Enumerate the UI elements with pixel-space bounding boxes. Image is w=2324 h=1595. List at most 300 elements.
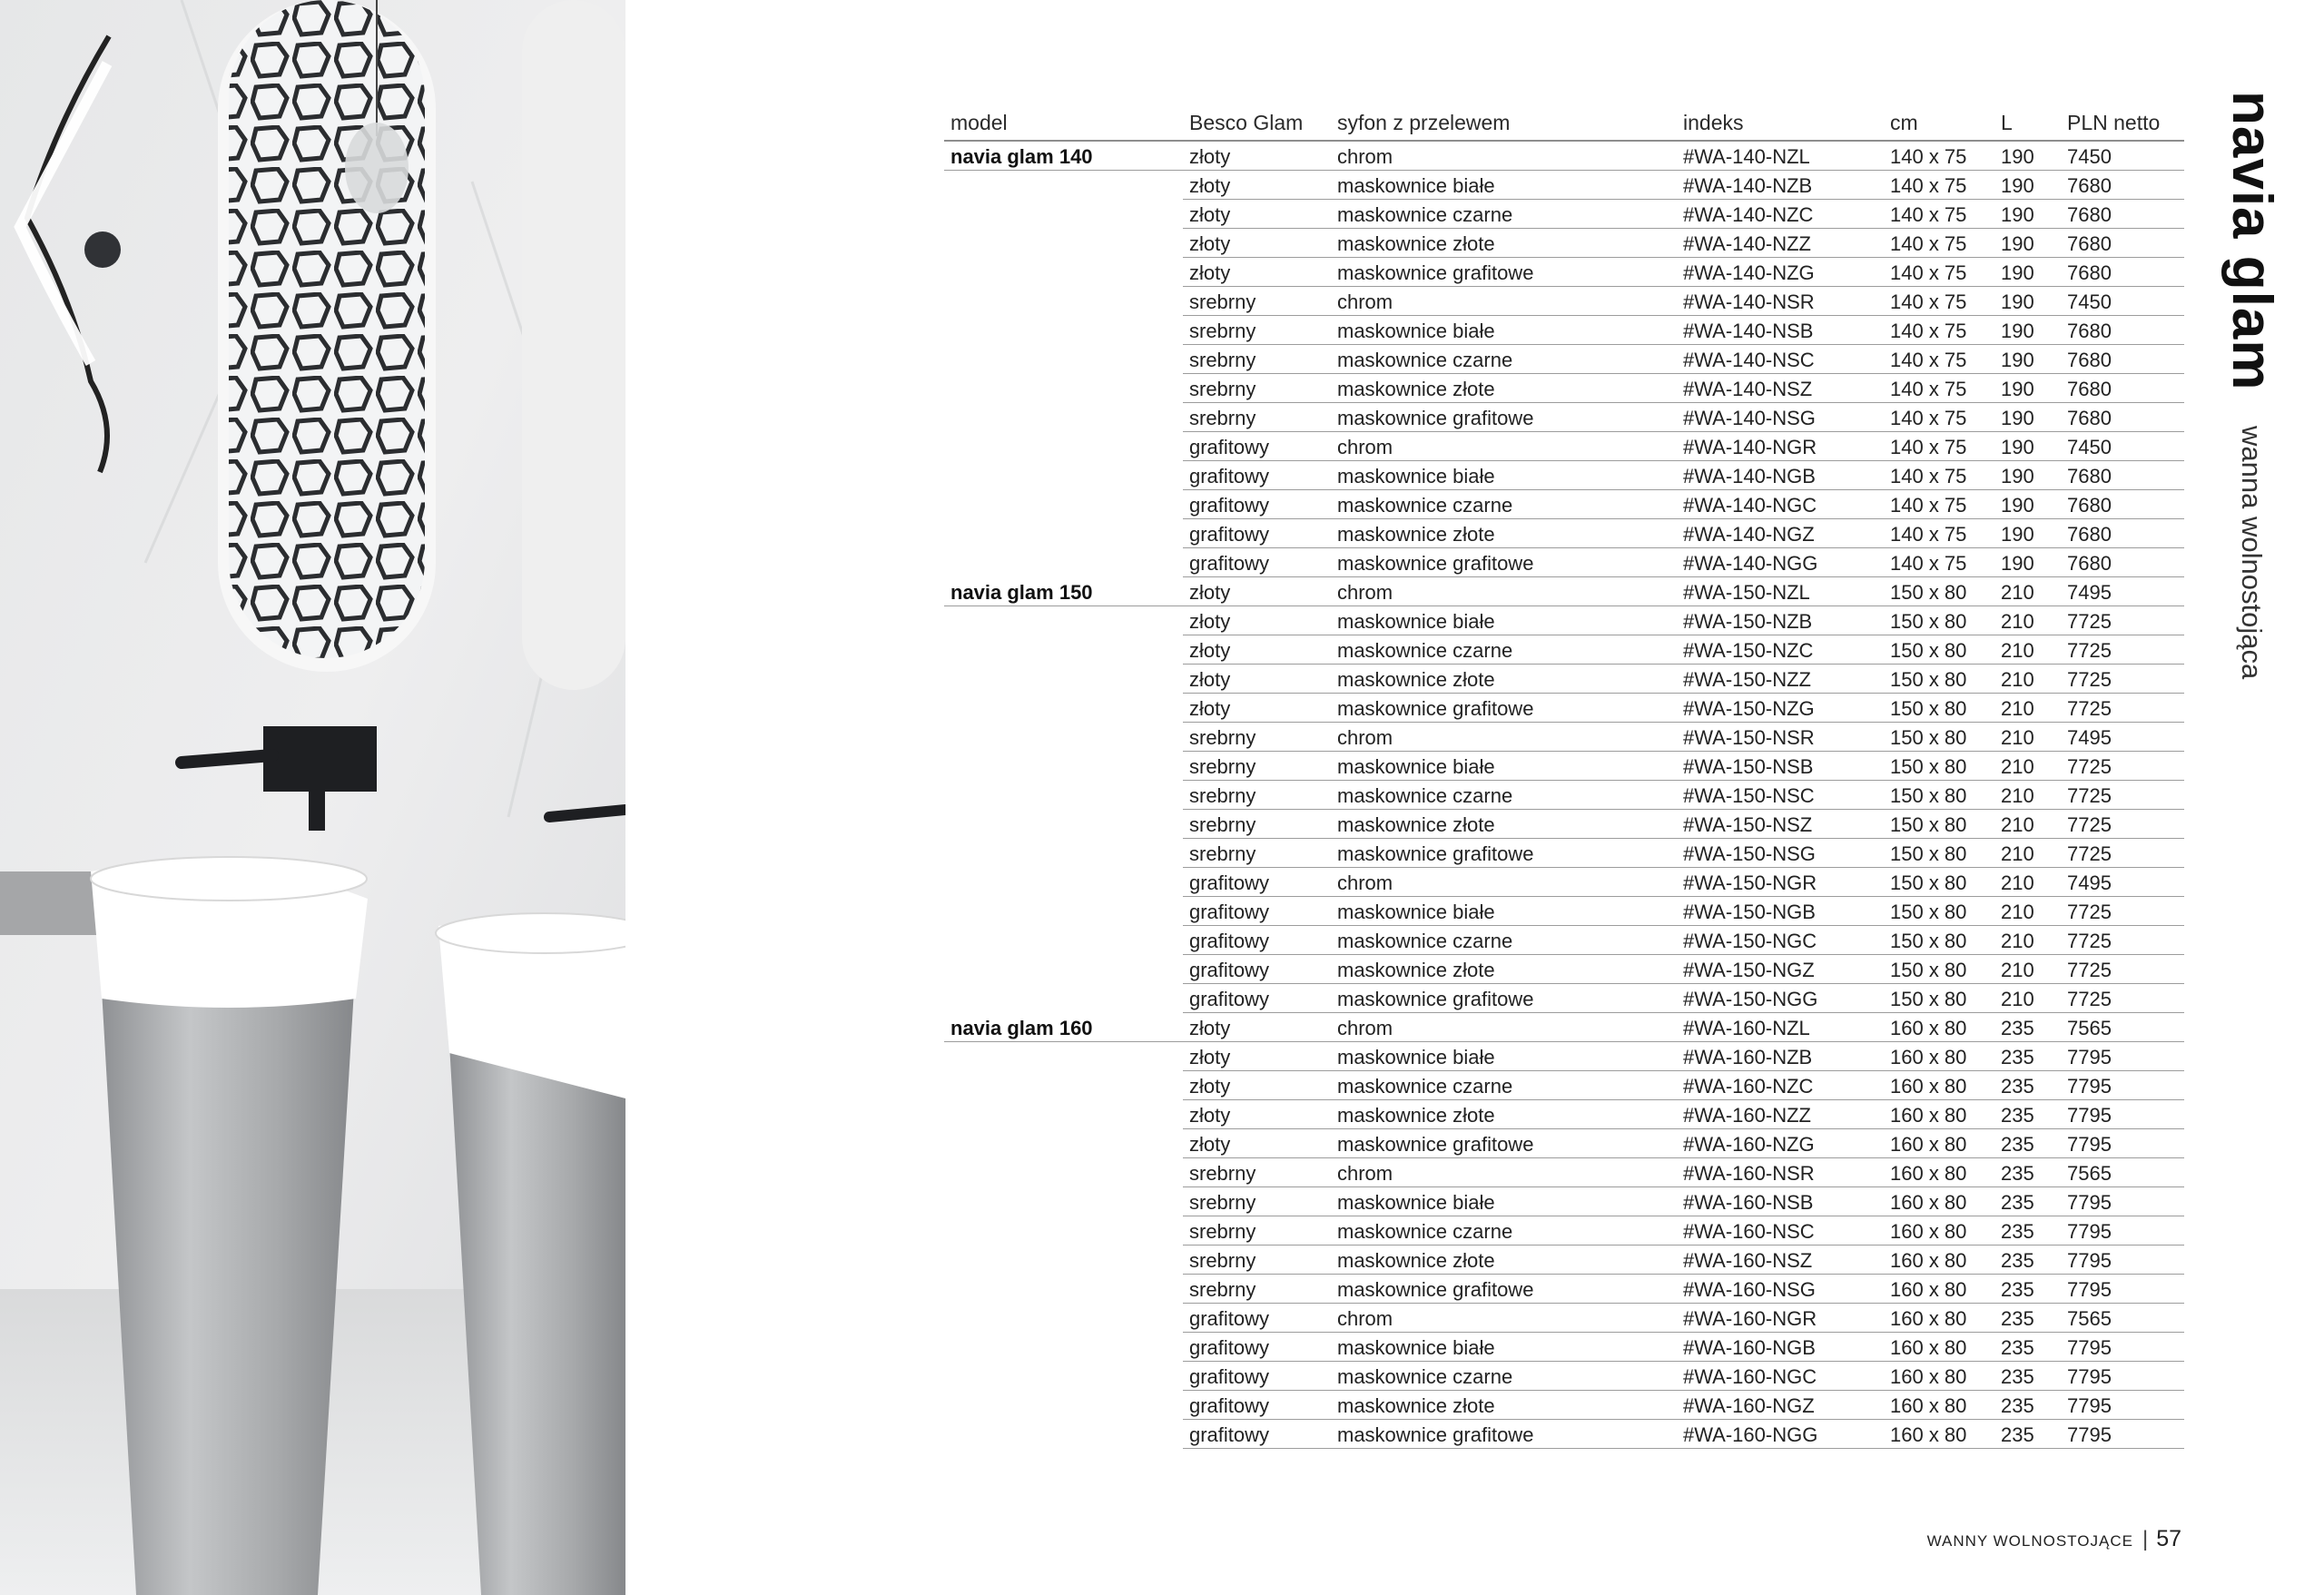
dimensions-cell: 140 x 75 xyxy=(1884,374,1994,403)
price-cell: 7680 xyxy=(2061,171,2184,200)
model-name-cell xyxy=(944,1129,1183,1158)
table-row xyxy=(944,1333,2184,1362)
volume-cell: 210 xyxy=(1994,635,2061,665)
siphon-cell: maskownice grafitowe xyxy=(1331,984,1677,1013)
dimensions-cell: 150 x 80 xyxy=(1884,984,1994,1013)
finish-cell: grafitowy xyxy=(1183,1362,1331,1391)
volume-cell: 210 xyxy=(1994,694,2061,723)
model-name-cell xyxy=(944,316,1183,345)
index-cell: #WA-160-NGG xyxy=(1677,1420,1884,1449)
model-name-cell xyxy=(944,1304,1183,1333)
table-row xyxy=(944,403,2184,432)
price-cell: 7725 xyxy=(2061,752,2184,781)
table-row xyxy=(944,461,2184,490)
dimensions-cell: 150 x 80 xyxy=(1884,723,1994,752)
price-cell: 7725 xyxy=(2061,781,2184,810)
finish-cell: grafitowy xyxy=(1183,955,1331,984)
price-cell: 7450 xyxy=(2061,432,2184,461)
finish-cell: srebrny xyxy=(1183,781,1331,810)
table-row xyxy=(944,926,2184,955)
volume-cell: 190 xyxy=(1994,316,2061,345)
price-cell: 7725 xyxy=(2061,606,2184,635)
model-name-cell xyxy=(944,548,1183,577)
price-cell: 7795 xyxy=(2061,1187,2184,1216)
volume-cell: 235 xyxy=(1994,1275,2061,1304)
price-cell: 7795 xyxy=(2061,1333,2184,1362)
product-line-title: navia glam xyxy=(2221,91,2283,391)
price-cell: 7795 xyxy=(2061,1216,2184,1245)
table-row xyxy=(944,345,2184,374)
finish-cell: srebrny xyxy=(1183,403,1331,432)
dimensions-cell: 140 x 75 xyxy=(1884,461,1994,490)
volume-cell: 210 xyxy=(1994,577,2061,606)
model-name-cell xyxy=(944,868,1183,897)
volume-cell: 210 xyxy=(1994,926,2061,955)
price-cell: 7495 xyxy=(2061,868,2184,897)
model-name-cell: navia glam 140 xyxy=(944,141,1183,171)
dimensions-cell: 150 x 80 xyxy=(1884,694,1994,723)
volume-cell: 235 xyxy=(1994,1158,2061,1187)
dimensions-cell: 150 x 80 xyxy=(1884,606,1994,635)
siphon-cell: maskownice złote xyxy=(1331,955,1677,984)
dimensions-cell: 160 x 80 xyxy=(1884,1362,1994,1391)
model-name-cell xyxy=(944,926,1183,955)
volume-cell: 235 xyxy=(1994,1042,2061,1071)
finish-cell: srebrny xyxy=(1183,1187,1331,1216)
siphon-cell: chrom xyxy=(1331,1158,1677,1187)
dimensions-cell: 150 x 80 xyxy=(1884,635,1994,665)
column-header-siphon: syfon z przelewem xyxy=(1331,106,1677,141)
dimensions-cell: 150 x 80 xyxy=(1884,781,1994,810)
table-row xyxy=(944,141,2184,171)
model-name-cell: navia glam 150 xyxy=(944,577,1183,606)
column-header-model: model xyxy=(944,106,1183,141)
price-cell: 7680 xyxy=(2061,403,2184,432)
dimensions-cell: 140 x 75 xyxy=(1884,316,1994,345)
volume-cell: 210 xyxy=(1994,839,2061,868)
model-name-cell xyxy=(944,810,1183,839)
index-cell: #WA-160-NSR xyxy=(1677,1158,1884,1187)
model-name-cell xyxy=(944,1071,1183,1100)
price-cell: 7795 xyxy=(2061,1071,2184,1100)
price-cell: 7680 xyxy=(2061,548,2184,577)
table-row xyxy=(944,577,2184,606)
freestanding-basin xyxy=(102,989,354,1595)
siphon-cell: maskownice czarne xyxy=(1331,1362,1677,1391)
index-cell: #WA-150-NGB xyxy=(1677,897,1884,926)
model-name-cell xyxy=(944,1042,1183,1071)
dimensions-cell: 140 x 75 xyxy=(1884,345,1994,374)
siphon-cell: maskownice czarne xyxy=(1331,635,1677,665)
index-cell: #WA-140-NSG xyxy=(1677,403,1884,432)
index-cell: #WA-150-NSG xyxy=(1677,839,1884,868)
dimensions-cell: 160 x 80 xyxy=(1884,1071,1994,1100)
finish-cell: srebrny xyxy=(1183,287,1331,316)
table-row xyxy=(944,781,2184,810)
index-cell: #WA-140-NZZ xyxy=(1677,229,1884,258)
volume-cell: 235 xyxy=(1994,1391,2061,1420)
volume-cell: 190 xyxy=(1994,403,2061,432)
finish-cell: złoty xyxy=(1183,229,1331,258)
price-cell: 7725 xyxy=(2061,955,2184,984)
model-name-cell xyxy=(944,1245,1183,1275)
price-cell: 7795 xyxy=(2061,1129,2184,1158)
model-name-cell xyxy=(944,461,1183,490)
siphon-cell: maskownice czarne xyxy=(1331,926,1677,955)
volume-cell: 235 xyxy=(1994,1100,2061,1129)
siphon-cell: maskownice grafitowe xyxy=(1331,403,1677,432)
finish-cell: złoty xyxy=(1183,1129,1331,1158)
siphon-cell: maskownice grafitowe xyxy=(1331,694,1677,723)
price-table xyxy=(944,106,2184,1449)
siphon-cell: chrom xyxy=(1331,432,1677,461)
table-row xyxy=(944,258,2184,287)
dimensions-cell: 160 x 80 xyxy=(1884,1304,1994,1333)
index-cell: #WA-150-NZC xyxy=(1677,635,1884,665)
table-row xyxy=(944,723,2184,752)
column-header-index: indeks xyxy=(1677,106,1884,141)
volume-cell: 190 xyxy=(1994,287,2061,316)
model-name-cell xyxy=(944,258,1183,287)
table-row xyxy=(944,1304,2184,1333)
siphon-cell: maskownice białe xyxy=(1331,1042,1677,1071)
finish-cell: srebrny xyxy=(1183,316,1331,345)
model-name-cell xyxy=(944,519,1183,548)
finish-cell: srebrny xyxy=(1183,723,1331,752)
price-cell: 7450 xyxy=(2061,287,2184,316)
table-body xyxy=(944,141,2184,1449)
model-name-cell xyxy=(944,1420,1183,1449)
model-name-cell xyxy=(944,665,1183,694)
siphon-cell: maskownice grafitowe xyxy=(1331,1420,1677,1449)
index-cell: #WA-150-NZL xyxy=(1677,577,1884,606)
price-cell: 7495 xyxy=(2061,723,2184,752)
dimensions-cell: 150 x 80 xyxy=(1884,577,1994,606)
siphon-cell: maskownice złote xyxy=(1331,1245,1677,1275)
finish-cell: grafitowy xyxy=(1183,519,1331,548)
index-cell: #WA-140-NGR xyxy=(1677,432,1884,461)
column-header-price: PLN netto xyxy=(2061,106,2184,141)
volume-cell: 190 xyxy=(1994,171,2061,200)
index-cell: #WA-150-NGG xyxy=(1677,984,1884,1013)
price-cell: 7725 xyxy=(2061,897,2184,926)
siphon-cell: maskownice złote xyxy=(1331,229,1677,258)
dimensions-cell: 140 x 75 xyxy=(1884,229,1994,258)
table-row xyxy=(944,1275,2184,1304)
price-cell: 7680 xyxy=(2061,461,2184,490)
dimensions-cell: 160 x 80 xyxy=(1884,1100,1994,1129)
siphon-cell: chrom xyxy=(1331,723,1677,752)
index-cell: #WA-160-NZG xyxy=(1677,1129,1884,1158)
dimensions-cell: 160 x 80 xyxy=(1884,1042,1994,1071)
volume-cell: 235 xyxy=(1994,1216,2061,1245)
siphon-cell: chrom xyxy=(1331,287,1677,316)
volume-cell: 190 xyxy=(1994,432,2061,461)
index-cell: #WA-150-NGR xyxy=(1677,868,1884,897)
siphon-cell: maskownice białe xyxy=(1331,1187,1677,1216)
price-cell: 7680 xyxy=(2061,519,2184,548)
index-cell: #WA-160-NZC xyxy=(1677,1071,1884,1100)
volume-cell: 235 xyxy=(1994,1071,2061,1100)
siphon-cell: chrom xyxy=(1331,1013,1677,1042)
model-name-cell xyxy=(944,1100,1183,1129)
dimensions-cell: 160 x 80 xyxy=(1884,1333,1994,1362)
index-cell: #WA-140-NSR xyxy=(1677,287,1884,316)
index-cell: #WA-160-NZB xyxy=(1677,1042,1884,1071)
volume-cell: 190 xyxy=(1994,548,2061,577)
dimensions-cell: 150 x 80 xyxy=(1884,839,1994,868)
finish-cell: srebrny xyxy=(1183,1158,1331,1187)
price-cell: 7725 xyxy=(2061,665,2184,694)
model-name-cell xyxy=(944,984,1183,1013)
table-row xyxy=(944,1187,2184,1216)
index-cell: #WA-140-NGG xyxy=(1677,548,1884,577)
table-row xyxy=(944,1362,2184,1391)
dimensions-cell: 140 x 75 xyxy=(1884,490,1994,519)
dimensions-cell: 150 x 80 xyxy=(1884,752,1994,781)
finish-cell: złoty xyxy=(1183,200,1331,229)
siphon-cell: maskownice czarne xyxy=(1331,490,1677,519)
table-row xyxy=(944,200,2184,229)
model-name-cell xyxy=(944,606,1183,635)
price-cell: 7795 xyxy=(2061,1362,2184,1391)
index-cell: #WA-140-NSB xyxy=(1677,316,1884,345)
table-row xyxy=(944,316,2184,345)
finish-cell: złoty xyxy=(1183,665,1331,694)
siphon-cell: chrom xyxy=(1331,577,1677,606)
siphon-cell: maskownice złote xyxy=(1331,810,1677,839)
model-name-cell xyxy=(944,897,1183,926)
volume-cell: 210 xyxy=(1994,665,2061,694)
dimensions-cell: 150 x 80 xyxy=(1884,955,1994,984)
dimensions-cell: 160 x 80 xyxy=(1884,1245,1994,1275)
dimensions-cell: 160 x 80 xyxy=(1884,1275,1994,1304)
volume-cell: 235 xyxy=(1994,1420,2061,1449)
table-row xyxy=(944,1013,2184,1042)
index-cell: #WA-150-NSC xyxy=(1677,781,1884,810)
table-row xyxy=(944,374,2184,403)
column-header-dimensions: cm xyxy=(1884,106,1994,141)
volume-cell: 210 xyxy=(1994,606,2061,635)
model-name-cell xyxy=(944,694,1183,723)
model-name-cell xyxy=(944,635,1183,665)
siphon-cell: maskownice grafitowe xyxy=(1331,1275,1677,1304)
price-cell: 7725 xyxy=(2061,694,2184,723)
siphon-cell: maskownice czarne xyxy=(1331,200,1677,229)
page-footer xyxy=(1927,1526,2181,1552)
dimensions-cell: 160 x 80 xyxy=(1884,1158,1994,1187)
dimensions-cell: 150 x 80 xyxy=(1884,926,1994,955)
table-row xyxy=(944,1216,2184,1245)
volume-cell: 190 xyxy=(1994,141,2061,171)
model-name-cell xyxy=(944,1216,1183,1245)
index-cell: #WA-160-NGC xyxy=(1677,1362,1884,1391)
dimensions-cell: 140 x 75 xyxy=(1884,171,1994,200)
table-row xyxy=(944,1042,2184,1071)
column-header-volume: L xyxy=(1994,106,2061,141)
index-cell: #WA-140-NSC xyxy=(1677,345,1884,374)
finish-cell: srebrny xyxy=(1183,839,1331,868)
dimensions-cell: 140 x 75 xyxy=(1884,519,1994,548)
dimensions-cell: 150 x 80 xyxy=(1884,665,1994,694)
dimensions-cell: 160 x 80 xyxy=(1884,1129,1994,1158)
volume-cell: 235 xyxy=(1994,1245,2061,1275)
index-cell: #WA-160-NSG xyxy=(1677,1275,1884,1304)
index-cell: #WA-160-NZZ xyxy=(1677,1100,1884,1129)
dimensions-cell: 140 x 75 xyxy=(1884,258,1994,287)
product-category-subtitle: wanna wolnostojąca xyxy=(2236,425,2268,680)
siphon-cell: maskownice białe xyxy=(1331,316,1677,345)
index-cell: #WA-140-NSZ xyxy=(1677,374,1884,403)
dimensions-cell: 140 x 75 xyxy=(1884,432,1994,461)
model-name-cell xyxy=(944,723,1183,752)
table-row xyxy=(944,897,2184,926)
finish-cell: złoty xyxy=(1183,1071,1331,1100)
finish-cell: srebrny xyxy=(1183,810,1331,839)
finish-cell: srebrny xyxy=(1183,374,1331,403)
finish-cell: srebrny xyxy=(1183,1245,1331,1275)
price-cell: 7680 xyxy=(2061,200,2184,229)
volume-cell: 235 xyxy=(1994,1333,2061,1362)
siphon-cell: maskownice czarne xyxy=(1331,1071,1677,1100)
index-cell: #WA-160-NSC xyxy=(1677,1216,1884,1245)
siphon-cell: maskownice białe xyxy=(1331,606,1677,635)
finish-cell: złoty xyxy=(1183,171,1331,200)
price-cell: 7795 xyxy=(2061,1275,2184,1304)
model-name-cell xyxy=(944,171,1183,200)
dimensions-cell: 150 x 80 xyxy=(1884,897,1994,926)
finish-cell: grafitowy xyxy=(1183,1391,1331,1420)
dimensions-cell: 160 x 80 xyxy=(1884,1013,1994,1042)
table-row xyxy=(944,1158,2184,1187)
model-name-cell: navia glam 160 xyxy=(944,1013,1183,1042)
table-row xyxy=(944,955,2184,984)
finish-cell: grafitowy xyxy=(1183,1304,1331,1333)
table-row xyxy=(944,287,2184,316)
finish-cell: złoty xyxy=(1183,577,1331,606)
volume-cell: 190 xyxy=(1994,374,2061,403)
siphon-cell: maskownice grafitowe xyxy=(1331,839,1677,868)
index-cell: #WA-160-NGB xyxy=(1677,1333,1884,1362)
dimensions-cell: 160 x 80 xyxy=(1884,1391,1994,1420)
model-name-cell xyxy=(944,200,1183,229)
volume-cell: 190 xyxy=(1994,200,2061,229)
volume-cell: 210 xyxy=(1994,868,2061,897)
volume-cell: 190 xyxy=(1994,490,2061,519)
index-cell: #WA-150-NGZ xyxy=(1677,955,1884,984)
price-cell: 7795 xyxy=(2061,1420,2184,1449)
siphon-cell: maskownice białe xyxy=(1331,1333,1677,1362)
table-row xyxy=(944,665,2184,694)
finish-cell: srebrny xyxy=(1183,345,1331,374)
price-cell: 7680 xyxy=(2061,374,2184,403)
model-name-cell xyxy=(944,1391,1183,1420)
siphon-cell: maskownice białe xyxy=(1331,461,1677,490)
dimensions-cell: 160 x 80 xyxy=(1884,1187,1994,1216)
table-row xyxy=(944,1391,2184,1420)
model-name-cell xyxy=(944,345,1183,374)
model-name-cell xyxy=(944,752,1183,781)
table-row xyxy=(944,752,2184,781)
index-cell: #WA-140-NZB xyxy=(1677,171,1884,200)
siphon-cell: maskownice białe xyxy=(1331,897,1677,926)
dimensions-cell: 140 x 75 xyxy=(1884,200,1994,229)
price-cell: 7725 xyxy=(2061,839,2184,868)
siphon-cell: maskownice czarne xyxy=(1331,781,1677,810)
model-name-cell xyxy=(944,1333,1183,1362)
volume-cell: 235 xyxy=(1994,1187,2061,1216)
price-cell: 7680 xyxy=(2061,490,2184,519)
price-cell: 7725 xyxy=(2061,810,2184,839)
table-row xyxy=(944,606,2184,635)
finish-cell: złoty xyxy=(1183,141,1331,171)
price-cell: 7725 xyxy=(2061,635,2184,665)
volume-cell: 190 xyxy=(1994,519,2061,548)
finish-cell: grafitowy xyxy=(1183,461,1331,490)
siphon-cell: maskownice złote xyxy=(1331,1391,1677,1420)
finish-cell: grafitowy xyxy=(1183,432,1331,461)
volume-cell: 210 xyxy=(1994,752,2061,781)
table-row xyxy=(944,519,2184,548)
siphon-cell: maskownice czarne xyxy=(1331,345,1677,374)
siphon-cell: maskownice złote xyxy=(1331,665,1677,694)
price-cell: 7795 xyxy=(2061,1042,2184,1071)
index-cell: #WA-160-NSB xyxy=(1677,1187,1884,1216)
model-name-cell xyxy=(944,1158,1183,1187)
table-row xyxy=(944,810,2184,839)
model-name-cell xyxy=(944,1187,1183,1216)
table-row xyxy=(944,1245,2184,1275)
model-name-cell xyxy=(944,1275,1183,1304)
finish-cell: złoty xyxy=(1183,258,1331,287)
column-header-finish: Besco Glam xyxy=(1183,106,1331,141)
index-cell: #WA-150-NGC xyxy=(1677,926,1884,955)
table-row xyxy=(944,1071,2184,1100)
finish-cell: złoty xyxy=(1183,694,1331,723)
siphon-cell: maskownice złote xyxy=(1331,519,1677,548)
volume-cell: 235 xyxy=(1994,1362,2061,1391)
siphon-cell: maskownice złote xyxy=(1331,1100,1677,1129)
finish-cell: złoty xyxy=(1183,635,1331,665)
model-name-cell xyxy=(944,374,1183,403)
model-name-cell xyxy=(944,403,1183,432)
index-cell: #WA-150-NSZ xyxy=(1677,810,1884,839)
volume-cell: 210 xyxy=(1994,984,2061,1013)
finish-cell: srebrny xyxy=(1183,1216,1331,1245)
table-row xyxy=(944,1100,2184,1129)
dimensions-cell: 140 x 75 xyxy=(1884,287,1994,316)
model-name-cell xyxy=(944,490,1183,519)
price-cell: 7680 xyxy=(2061,345,2184,374)
price-cell: 7725 xyxy=(2061,926,2184,955)
index-cell: #WA-160-NZL xyxy=(1677,1013,1884,1042)
index-cell: #WA-140-NGC xyxy=(1677,490,1884,519)
price-cell: 7565 xyxy=(2061,1158,2184,1187)
finish-cell: złoty xyxy=(1183,1013,1331,1042)
table-row xyxy=(944,1420,2184,1449)
price-cell: 7680 xyxy=(2061,316,2184,345)
price-cell: 7565 xyxy=(2061,1304,2184,1333)
finish-cell: grafitowy xyxy=(1183,984,1331,1013)
finish-cell: srebrny xyxy=(1183,1275,1331,1304)
volume-cell: 210 xyxy=(1994,723,2061,752)
table-row xyxy=(944,984,2184,1013)
volume-cell: 210 xyxy=(1994,897,2061,926)
footer-section-name: WANNY WOLNOSTOJĄCE xyxy=(1926,1532,2133,1550)
finish-cell: srebrny xyxy=(1183,752,1331,781)
bathroom-scene-illustration xyxy=(0,0,625,1595)
product-photo xyxy=(0,0,625,1595)
